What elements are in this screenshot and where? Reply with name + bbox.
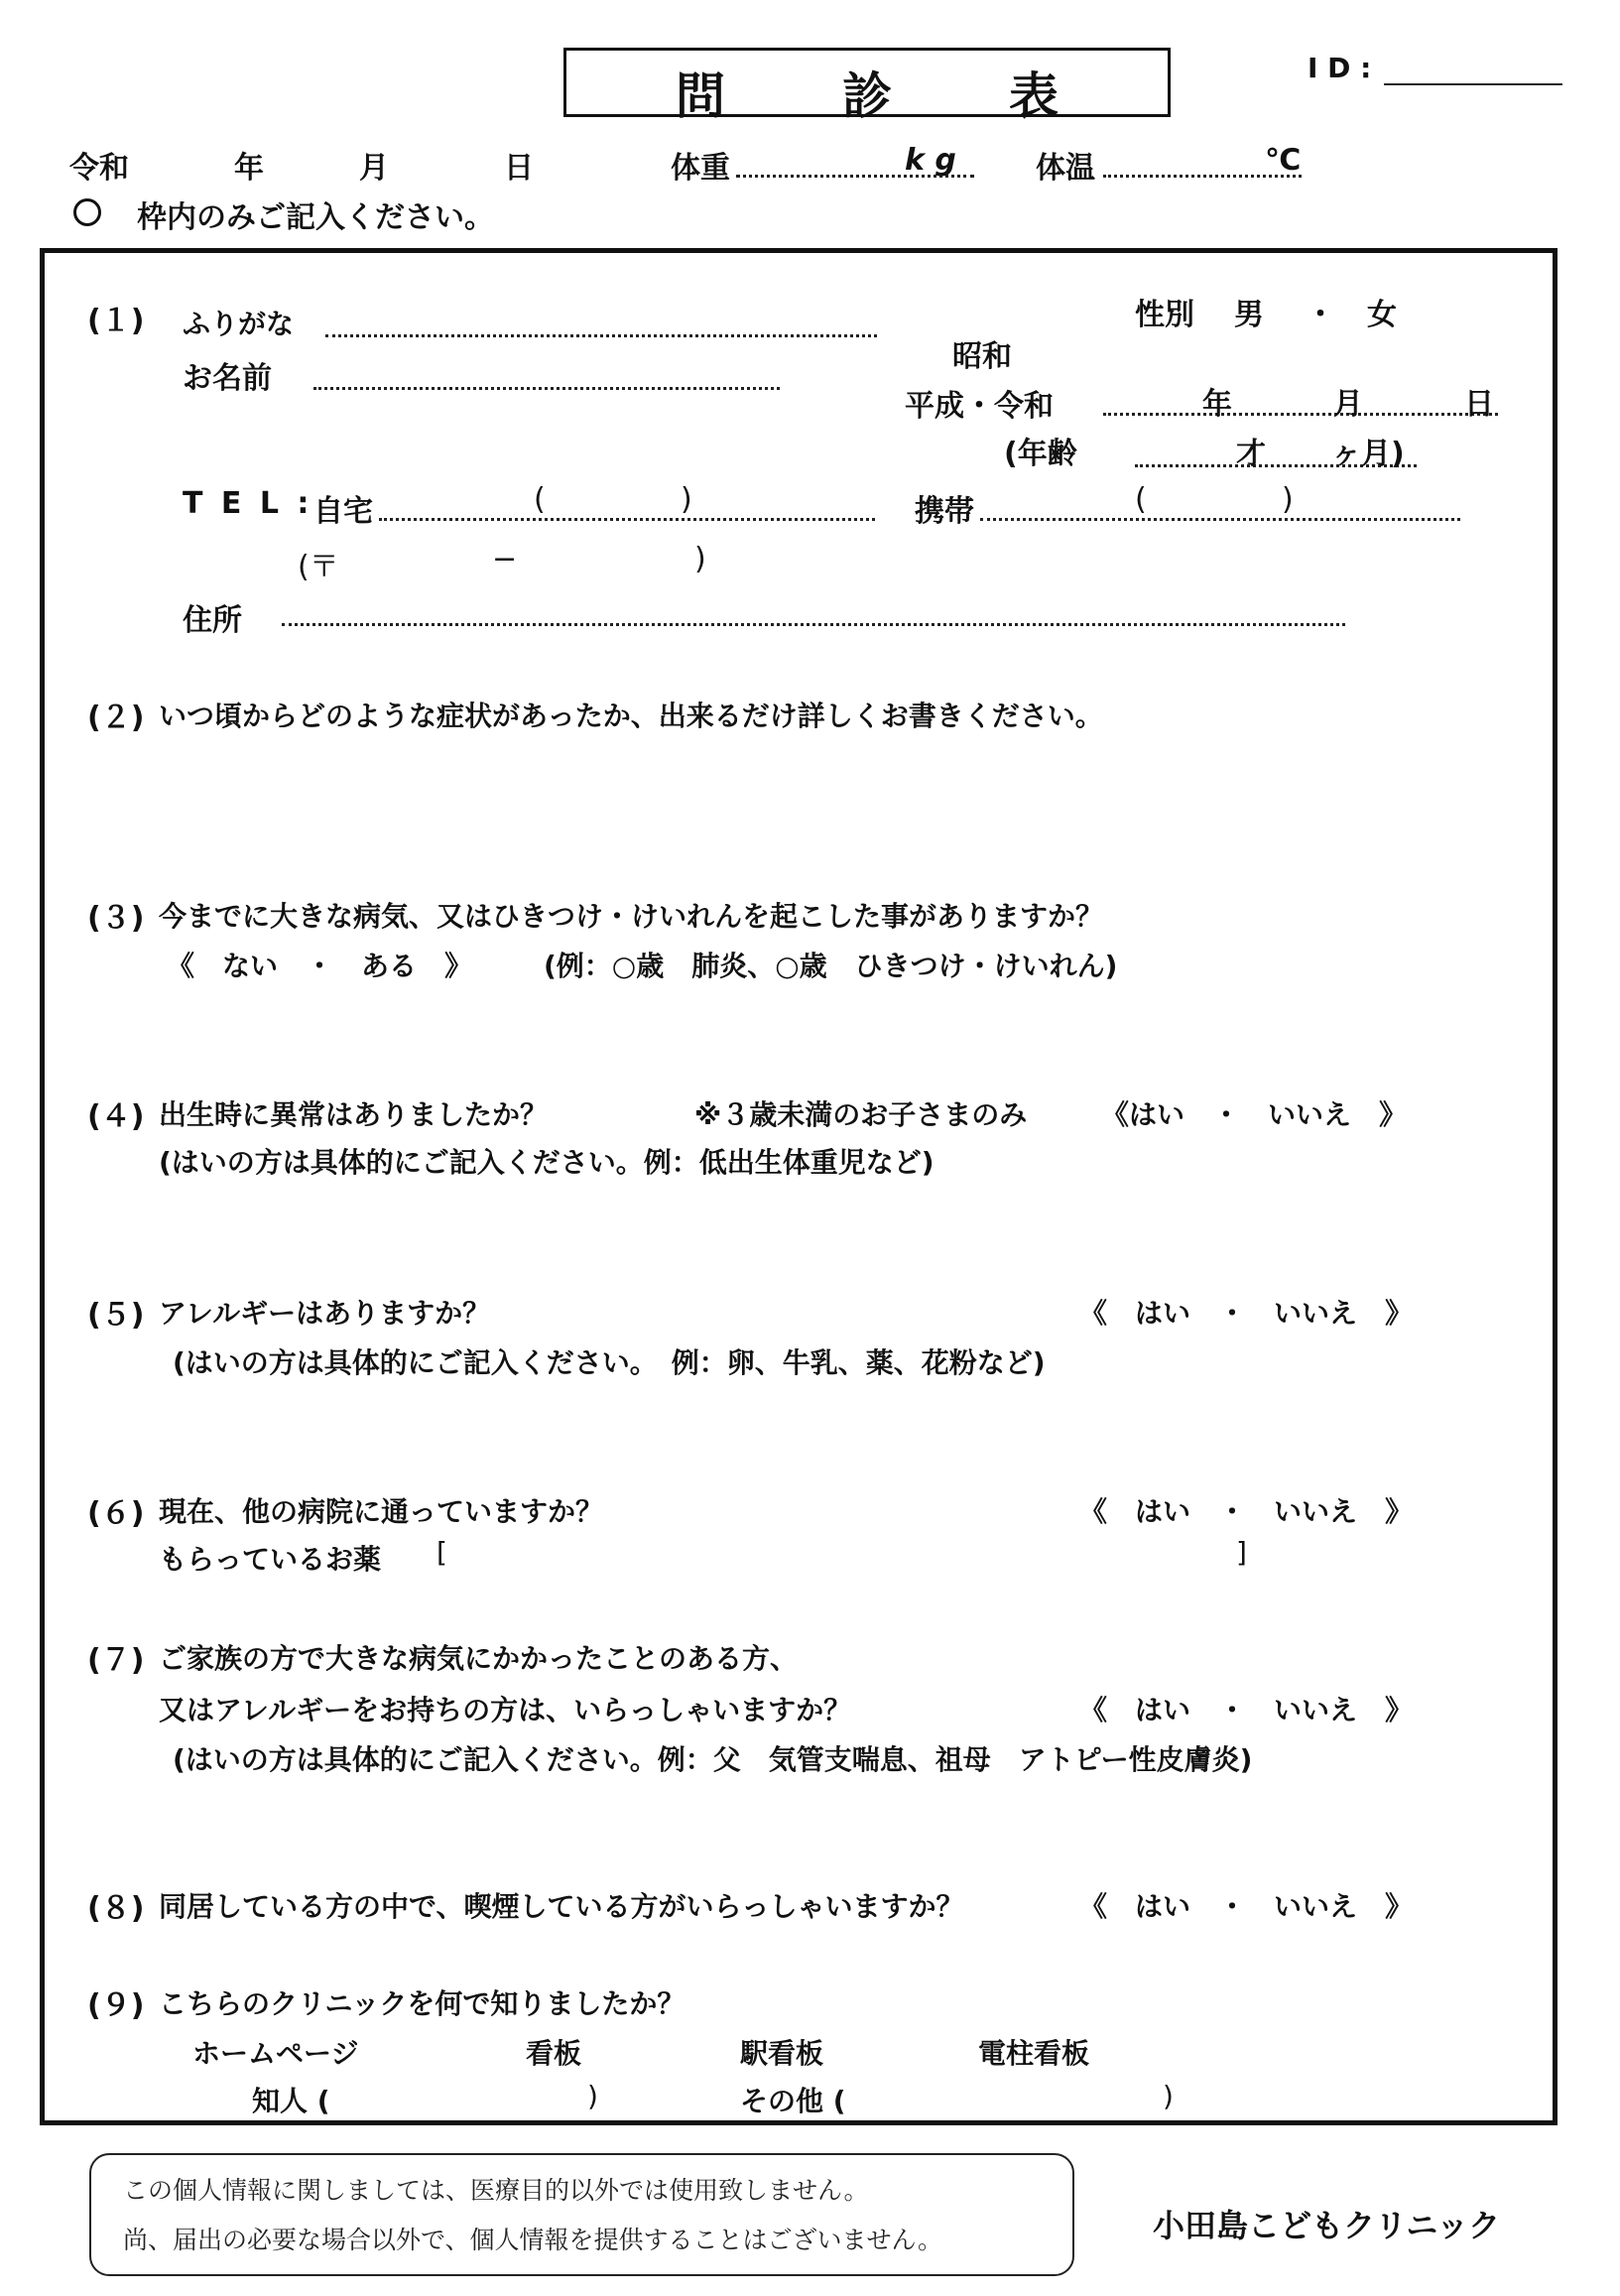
q9-option-sign[interactable]: 看板 [526,2037,582,2070]
date-era: 令和 [69,151,129,186]
q8-choice[interactable]: 《 はい ・ いいえ 》 [1079,1890,1414,1923]
q4-text: 出生時に異常はありましたか？ [159,1098,549,1131]
q9-option-other[interactable]: その他 ( [740,2085,846,2117]
postal-code-dash: − [492,542,518,576]
furigana-label: ふりがな [183,308,295,340]
q6-medicine-field[interactable] [456,1538,1230,1574]
title-char-1: 問 [676,67,725,125]
title-char-3: 表 [1009,67,1059,125]
sex-separator: ・ [1306,298,1335,332]
tel-mobile-paren-close: ) [1282,482,1294,517]
q2-number: (２) [87,701,145,735]
clinic-name: 小田島こどもクリニック [1153,2207,1501,2244]
q3-choice[interactable]: 《 ない ・ ある 》 [167,950,473,982]
sex-female-option[interactable]: 女 [1367,298,1397,332]
q8-text: 同居している方の中で、喫煙している方がいらっしゃいますか？ [159,1890,964,1923]
q5-choice[interactable]: 《 はい ・ いいえ 》 [1079,1297,1414,1330]
postal-code-label: (〒 [298,550,339,584]
name-label: お名前 [183,361,272,396]
furigana-field[interactable] [325,334,877,337]
q7-detail: (はいの方は具体的にご記入ください。例：父 気管支喘息、祖母 アトピー性皮膚炎) [173,1743,1253,1776]
q4-choice[interactable]: 《はい ・ いいえ 》 [1101,1098,1408,1131]
q9-option-pole-sign[interactable]: 電柱看板 [978,2037,1090,2070]
q2-text: いつ頃からどのような症状があったか、出来るだけ詳しくお書きください。 [159,700,1103,732]
date-day-label: 日 [504,151,534,186]
temp-label: 体温 [1036,151,1095,186]
q6-text: 現在、他の病院に通っていますか？ [159,1495,604,1528]
q9-other-paren-close: ) [1163,2080,1174,2112]
q1-number: (１) [87,304,145,338]
q3-example: (例：○歳 肺炎、○歳 ひきつけ・けいれん) [544,950,1118,982]
tel-home-field[interactable] [379,518,875,521]
tel-home-label: 自宅 [313,494,373,529]
q9-option-friend[interactable]: 知人 ( [252,2085,330,2117]
q7-choice[interactable]: 《 はい ・ いいえ 》 [1079,1694,1414,1726]
tel-home-paren-close: ) [681,482,692,517]
q9-option-homepage[interactable]: ホームページ [192,2037,359,2070]
temp-unit: ℃ [1265,143,1302,178]
q6-choice[interactable]: 《 はい ・ いいえ 》 [1079,1495,1414,1528]
era-showa-option[interactable]: 昭和 [952,339,1012,374]
sex-label: 性別 [1135,298,1194,332]
birthdate-field[interactable] [1103,413,1498,416]
q7-text-line1: ご家族の方で大きな病気にかかったことのある方、 [159,1642,799,1675]
q9-number: (９) [87,1988,145,2023]
q6-bracket-open: [ [436,1536,447,1569]
q6-bracket-close: ] [1236,1536,1247,1569]
age-months-unit: ヶ月) [1331,437,1405,471]
q4-note: ※３歳未満のお子さまのみ [694,1098,1028,1131]
title-char-2: 診 [842,67,892,125]
q5-detail: (はいの方は具体的にご記入ください。 例：卵、牛乳、薬、花粉など) [173,1346,1046,1379]
q5-number: (５) [87,1298,145,1333]
q7-text-line2: 又はアレルギーをお持ちの方は、いらっしゃいますか？ [159,1694,852,1726]
q9-text: こちらのクリニックを何で知りましたか？ [159,1987,685,2020]
q6-number: (６) [87,1496,145,1531]
q3-number: (３) [87,901,145,936]
tel-mobile-paren-open: ( [1135,482,1147,517]
q2-answer-area[interactable] [159,739,1508,868]
q5-answer-area[interactable] [159,1389,1508,1483]
id-input-line[interactable] [1384,83,1562,85]
birth-month-label: 月 [1333,387,1363,422]
privacy-line-1: この個人情報に関しましては、医療目的以外では使用致しません。 [123,2176,869,2205]
address-label: 住所 [183,603,242,638]
q6-medicine-label: もらっているお薬 [159,1543,382,1576]
date-month-label: 月 [359,151,389,186]
instruction-text: 枠内のみご記入ください。 [137,200,494,235]
weight-unit: k g [905,143,956,178]
q4-detail: (はいの方は具体的にご記入ください。例：低出生体重児など) [159,1146,935,1179]
q3-answer-area[interactable] [159,992,1508,1082]
q7-answer-area[interactable] [159,1786,1508,1865]
form-title [563,48,1171,125]
postal-code-close: ) [694,542,706,576]
address-field[interactable] [282,623,1345,626]
q4-answer-area[interactable] [159,1186,1508,1280]
birth-year-label: 年 [1202,387,1232,422]
circle-bullet-icon [73,198,101,226]
q5-text: アレルギーはありますか？ [159,1297,491,1330]
tel-mobile-field[interactable] [980,518,1460,521]
tel-mobile-label: 携帯 [915,494,974,529]
q8-number: (８) [87,1891,145,1926]
age-label: (年齢 [1004,437,1077,471]
q9-friend-paren-close: ) [587,2080,598,2112]
weight-label: 体重 [671,151,730,186]
tel-home-paren-open: ( [534,482,546,517]
name-field[interactable] [313,387,780,390]
privacy-line-2: 尚、届出の必要な場合以外で、個人情報を提供することはございません。 [123,2226,943,2254]
sex-male-option[interactable]: 男 [1234,298,1264,332]
date-year-label: 年 [234,151,264,186]
tel-label: T E L : [183,486,313,521]
birth-day-label: 日 [1464,387,1494,422]
q3-text: 今までに大きな病気、又はひきつけ・けいれんを起こした事がありますか？ [159,900,1104,933]
age-years-unit: 才 [1236,437,1266,471]
q7-number: (７) [87,1643,145,1678]
q4-number: (４) [87,1099,145,1134]
id-label: I D : [1308,52,1372,84]
q9-option-station-sign[interactable]: 駅看板 [740,2037,824,2070]
era-heisei-reiwa-option[interactable]: 平成・令和 [905,389,1054,424]
